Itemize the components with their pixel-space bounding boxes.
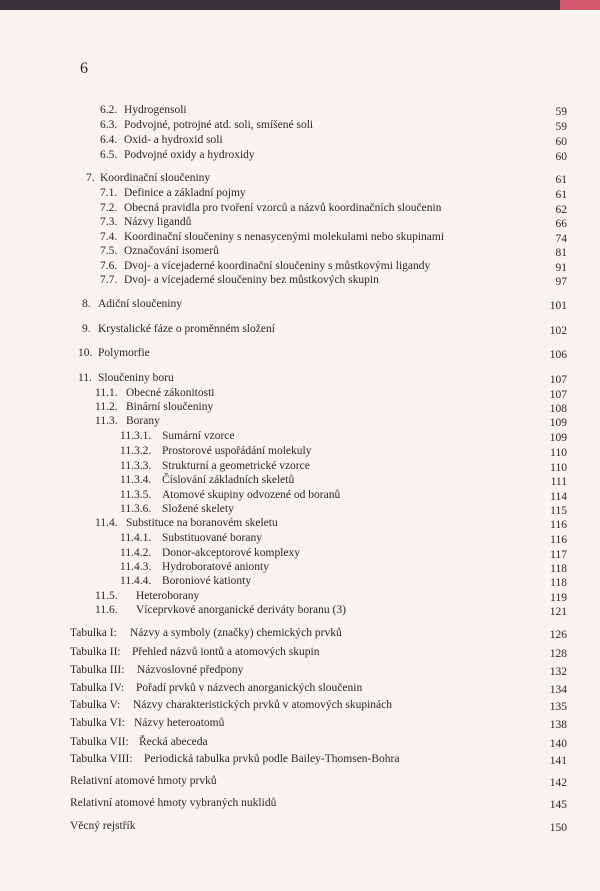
toc-entry [0,472,600,488]
toc-entry-page: 126 [549,629,567,641]
toc-entry [0,185,600,201]
toc-entry-page: 115 [550,505,567,517]
toc-entry-title: Obecné zákonitosti [126,387,215,399]
toc-entry [0,170,600,186]
toc-entry-page: 110 [550,447,567,459]
toc-entry-title: Označování isomerů [124,245,219,257]
toc-entry-page: 138 [549,719,567,731]
toc-entry-number: 6.5. [100,149,118,161]
toc-entry-title: Číslování základních skeletů [162,474,295,486]
toc-entry-page: 91 [555,262,567,274]
toc-entry-number: 7.5. [100,245,118,257]
toc-entry-number: Tabulka VII: [70,736,129,748]
toc-entry-page: 142 [549,777,567,789]
toc-entry-number: 6.3. [100,119,118,131]
toc-entry-number: 9. [82,323,91,335]
toc-entry-title: Podvojné, potrojné atd. soli, smíšené soli [124,119,314,131]
toc-entry [0,296,600,312]
toc-entry-title: Definice a základní pojmy [124,187,246,199]
toc-entry-number: 11.4.4. [120,575,152,587]
toc-entry [0,751,600,767]
toc-entry-page: 109 [549,417,567,429]
toc-entry [0,697,600,713]
toc-entry-number: Tabulka II: [70,646,121,658]
toc-entry-page: 118 [550,577,567,589]
toc-entry [0,773,600,789]
toc-entry-title: Obecná pravidla pro tvoření vzorců a názvů koordinačních sloučenin [124,202,442,214]
toc-entry-title: Adiční sloučeniny [98,298,182,310]
toc-entry [0,530,600,546]
toc-entry-title: Názvoslovné předpony [137,664,244,676]
toc-entry-number: 7.6. [100,260,118,272]
toc-entry-page: 121 [549,606,567,618]
toc-entry-title: Prostorové uspořádání molekuly [162,445,312,457]
toc-entry-page: 111 [550,476,567,488]
toc-entry-page: 101 [549,300,567,312]
toc-entry [0,795,600,811]
toc-entry-title: Věcný rejstřík [70,820,136,832]
toc-entry-number: 6.2. [100,104,118,116]
toc-entry-page: 107 [549,374,567,386]
toc-entry-number: Tabulka VI: [70,717,125,729]
toc-entry-number: 11.6. [95,604,118,616]
toc-entry-number: 7.1. [100,187,118,199]
toc-entry-number: 7.7. [100,274,118,286]
toc-entry-number: 6.4. [100,134,118,146]
toc-entry-number: 11.2. [95,401,118,413]
toc-entry-number: 11.4.1. [120,532,152,544]
toc-entry-page: 140 [549,738,567,750]
toc-entry-number: 11. [78,372,92,384]
toc-entry-title: Hydrogensoli [124,104,187,116]
toc-entry-page: 59 [555,106,567,118]
toc-entry-page: 61 [555,189,567,201]
toc-entry-title: Sumární vzorce [162,430,235,442]
toc-entry-page: 116 [550,519,567,531]
toc-entry-number: 7.4. [100,231,118,243]
toc-entry-title: Heteroborany [136,590,200,602]
toc-entry-page: 119 [550,592,567,604]
toc-entry [0,243,600,259]
toc-entry [0,715,600,731]
toc-entry-page: 74 [555,233,567,245]
toc-entry-number: Tabulka V: [70,699,121,711]
toc-entry-title: Názvy ligandů [124,216,192,228]
page-number: 6 [80,60,88,77]
toc-entry [0,602,600,618]
toc-entry-page: 106 [549,349,567,361]
toc-entry-number: 11.3.4. [120,474,152,486]
toc-entry-title: Názvy charakteristických prvků v atomových skupinách [133,699,392,711]
toc-entry-title: Sloučeniny boru [98,372,174,384]
toc-entry [0,443,600,459]
toc-entry-title: Binární sloučeniny [126,401,214,413]
toc-entry-number: Tabulka III: [70,664,125,676]
toc-entry [0,132,600,148]
toc-entry [0,515,600,531]
toc-entry-page: 110 [550,462,567,474]
toc-entry-title: Donor-akceptorové komplexy [162,547,301,559]
toc-entry [0,644,600,660]
toc-entry-number: 11.3.5. [120,489,152,501]
toc-entry-page: 118 [550,563,567,575]
toc-entry-page: 97 [555,276,567,288]
toc-entry-title: Názvy a symboly (značky) chemických prvků [130,627,342,639]
toc-entry [0,272,600,288]
toc-entry-page: 141 [549,755,567,767]
toc-entry-page: 102 [549,325,567,337]
toc-entry [0,818,600,834]
toc-entry-number: 11.5. [95,590,118,602]
toc-entry-number: 11.4.3. [120,561,152,573]
toc-entry-number: 11.3.1. [120,430,152,442]
toc-entry-title: Substituce na boranovém skeletu [126,517,278,529]
toc-entry-page: 150 [549,822,567,834]
toc-entry-title: Přehled názvů iontů a atomových skupin [132,646,320,658]
toc-entry-title: Dvoj- a vícejaderné koordinační sloučeniny s můstkovými ligandy [124,260,431,272]
toc-entry-number: 11.3.3. [120,460,152,472]
toc-entry [0,428,600,444]
toc-entry-number: Tabulka IV: [70,682,125,694]
toc-entry-number: 7. [86,172,95,184]
toc-entry-title: Víceprvkové anorganické deriváty boranu (3) [136,604,346,616]
toc-entry-title: Krystalické fáze o proměnném složení [98,323,275,335]
toc-entry-title: Podvojné oxidy a hydroxidy [124,149,255,161]
toc-entry-page: 132 [549,666,567,678]
toc-entry [0,214,600,230]
toc-entry-title: Složené skelety [162,503,234,515]
toc-entry-page: 145 [549,799,567,811]
toc-entry-title: Periodická tabulka prvků podle Bailey-Thomsen-Bohra [144,753,400,765]
toc-entry-title: Dvoj- a vícejaderné sloučeniny bez můstkových skupin [124,274,379,286]
toc-entry-title: Polymorfie [98,347,150,359]
toc-entry-title: Názvy heteroatomů [134,717,225,729]
toc-entry-number: 8. [82,298,91,310]
toc-entry [0,117,600,133]
toc-entry [0,321,600,337]
toc-entry [0,102,600,118]
toc-entry-number: Tabulka VIII: [70,753,133,765]
toc-entry-title: Koordinační sloučeniny [100,172,211,184]
toc-entry-title: Substituované borany [162,532,262,544]
toc-entry [0,370,600,386]
toc-entry-page: 109 [549,432,567,444]
toc-entry-title: Boroniové kationty [162,575,252,587]
toc-entry-number: 7.3. [100,216,118,228]
toc-entry-number: 11.4.2. [120,547,152,559]
toc-entry-page: 116 [550,534,567,546]
toc-entry-title: Strukturní a geometrické vzorce [162,460,310,472]
toc-entry-page: 114 [550,491,567,503]
toc-entry [0,680,600,696]
toc-entry-number: 11.1. [95,387,118,399]
toc-entry-number: 11.3. [95,415,118,427]
toc-entry-page: 62 [555,204,567,216]
toc-entry-title: Borany [126,415,160,427]
toc-entry [0,662,600,678]
toc-entry [0,345,600,361]
toc-entry-title: Řecká abeceda [139,736,208,748]
toc-entry-title: Relativní atomové hmoty prvků [70,775,217,787]
toc-entry-page: 107 [549,389,567,401]
toc-entry-page: 81 [555,247,567,259]
toc-entry-page: 135 [549,701,567,713]
toc-entry-page: 134 [549,684,567,696]
toc-entry [0,147,600,163]
toc-entry-title: Atomové skupiny odvozené od boranů [162,489,341,501]
toc-entry-title: Koordinační sloučeniny s nenasycenými molekulami nebo skupinami [124,231,445,243]
toc-entry [0,625,600,641]
toc-entry-page: 108 [549,403,567,415]
toc-entry-number: 11.3.6. [120,503,152,515]
toc-entry-number: 10. [78,347,93,359]
toc-entry-title: Pořadí prvků v názvech anorganických sloučenin [136,682,363,694]
toc-entry-number: Tabulka I: [70,627,117,639]
toc-entry [0,413,600,429]
toc-entry-title: Relativní atomové hmoty vybraných nuklidů [70,797,277,809]
toc-entry-page: 60 [555,136,567,148]
toc-entry-page: 117 [550,549,567,561]
toc-entry-page: 61 [555,174,567,186]
toc-entry-page: 128 [549,648,567,660]
toc-entry-page: 60 [555,151,567,163]
toc-entry-number: 7.2. [100,202,118,214]
toc-entry-title: Oxid- a hydroxid soli [124,134,223,146]
toc-entry-page: 59 [555,121,567,133]
toc-entry-title: Hydroboratové anionty [162,561,269,573]
toc-entry [0,573,600,589]
toc-entry [0,734,600,750]
toc-entry-number: 11.3.2. [120,445,152,457]
toc-entry-number: 11.4. [95,517,118,529]
toc-entry-page: 66 [555,218,567,230]
